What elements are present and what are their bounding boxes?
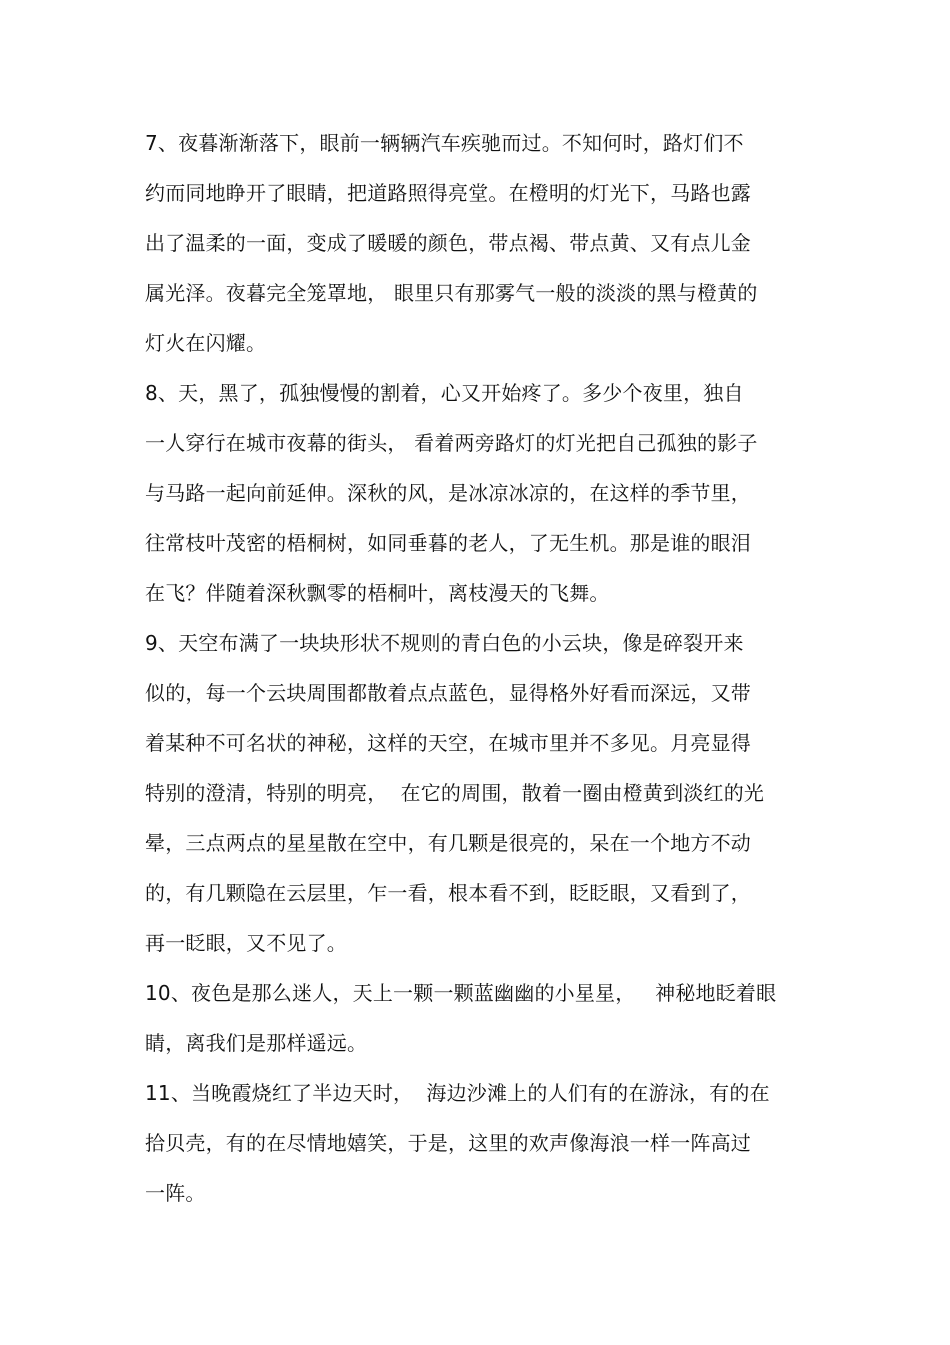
text-line: 再一眨眼，又不见了。 [145,931,347,955]
text-line: 特别的澄清，特别的明亮， 在它的周围，散着一圈由橙黄到淡红的光 [145,781,765,805]
paragraph-11 [145,1068,810,1218]
paragraph-9 [145,618,810,968]
text-line: 出了温柔的一面，变成了暖暖的颜色，带点褐、带点黄、又有点儿金 [145,231,751,255]
text-line: 8、天，黑了，孤独慢慢的割着，心又开始疼了。多少个夜里，独自 [145,381,744,405]
text-line: 一人穿行在城市夜幕的街头， 看着两旁路灯的灯光把自己孤独的影子 [145,431,758,455]
text-line: 似的，每一个云块周围都散着点点蓝色，显得格外好看而深远，又带 [145,681,751,705]
document-body [145,118,810,1218]
text-line: 往常枝叶茂密的梧桐树，如同垂暮的老人，了无生机。那是谁的眼泪 [145,531,751,555]
text-line: 拾贝壳，有的在尽情地嬉笑，于是，这里的欢声像海浪一样一阵高过 [145,1131,751,1155]
text-line: 一阵。 [145,1181,206,1205]
paragraph-10 [145,968,810,1068]
text-line: 的，有几颗隐在云层里，乍一看，根本看不到，眨眨眼，又看到了， [145,881,751,905]
text-line: 7、夜暮渐渐落下，眼前一辆辆汽车疾驰而过。不知何时，路灯们不 [145,131,744,155]
text-line: 11、当晚霞烧红了半边天时， 海边沙滩上的人们有的在游泳，有的在 [145,1081,770,1105]
text-line: 在飞？伴随着深秋飘零的梧桐叶，离枝漫天的飞舞。 [145,581,610,605]
text-line: 9、天空布满了一块块形状不规则的青白色的小云块，像是碎裂开来 [145,631,744,655]
text-line: 着某种不可名状的神秘，这样的天空，在城市里并不多见。月亮显得 [145,731,751,755]
text-line: 灯火在闪耀。 [145,331,267,355]
text-line: 属光泽。夜暮完全笼罩地， 眼里只有那雾气一般的淡淡的黑与橙黄的 [145,281,758,305]
text-line: 晕，三点两点的星星散在空中，有几颗是很亮的，呆在一个地方不动 [145,831,751,855]
text-line: 约而同地睁开了眼睛，把道路照得亮堂。在橙明的灯光下，马路也露 [145,181,751,205]
text-line: 与马路一起向前延伸。深秋的风，是冰凉冰凉的，在这样的季节里， [145,481,751,505]
text-line: 10、夜色是那么迷人，天上一颗一颗蓝幽幽的小星星， 神秘地眨着眼 [145,981,777,1005]
paragraph-8 [145,368,810,618]
paragraph-7 [145,118,810,368]
text-line: 睛，离我们是那样遥远。 [145,1031,368,1055]
